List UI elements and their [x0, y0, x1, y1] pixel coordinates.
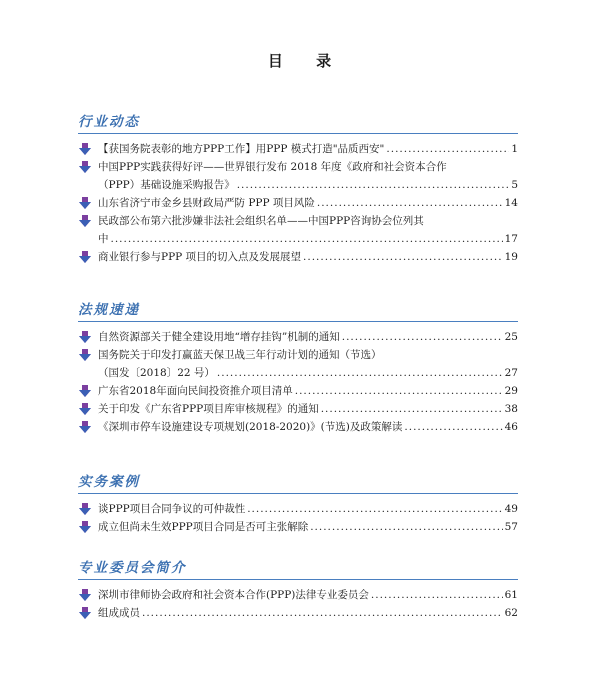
dot-leader	[310, 518, 502, 536]
arrow-pointer-icon	[78, 330, 92, 344]
toc-entry-title: 商业银行参与PPP 项目的切入点及发展展望	[98, 251, 302, 263]
toc-entry-title: 山东省济宁市金乡县财政局严防 PPP 项目风险	[98, 197, 315, 209]
section-heading: 专业委员会简介	[78, 556, 518, 580]
toc-page-number: 25	[504, 331, 518, 343]
toc-page-number: 49	[504, 503, 518, 515]
toc-entry[interactable]	[78, 586, 518, 604]
toc-entry[interactable]	[78, 382, 518, 400]
toc-section	[78, 298, 518, 436]
dot-leader	[111, 230, 503, 248]
toc-entry-title: 深圳市律师协会政府和社会资本合作(PPP)法律专业委员会	[98, 589, 369, 601]
toc-section	[78, 556, 518, 622]
toc-entry[interactable]	[78, 346, 518, 382]
toc-page-number: 19	[504, 251, 518, 263]
arrow-pointer-icon	[78, 502, 92, 516]
dot-leader	[247, 500, 502, 518]
toc-entry[interactable]	[78, 400, 518, 418]
arrow-pointer-icon	[78, 214, 92, 228]
dot-leader	[386, 140, 509, 158]
dot-leader	[371, 586, 503, 604]
toc-entry-title: （国发〔2018〕22 号）	[98, 367, 215, 379]
dot-leader	[321, 400, 503, 418]
toc-page-number: 61	[504, 589, 518, 601]
section-heading: 实务案例	[78, 470, 518, 494]
toc-entry-title: 广东省2018年面向民间投资推介项目清单	[98, 385, 293, 397]
toc-page-number: 1	[511, 143, 518, 155]
toc-entry[interactable]	[78, 518, 518, 536]
arrow-pointer-icon	[78, 384, 92, 398]
toc-entry-title: 组成成员	[98, 607, 140, 619]
toc-entry-title: 关于印发《广东省PPP项目库审核规程》的通知	[98, 403, 319, 415]
toc-page-number: 27	[504, 367, 518, 379]
toc-entry-title: （PPP）基础设施采购报告》	[98, 179, 235, 191]
toc-entry-title: 民政部公布第六批涉嫌非法社会组织名单——中国PPP咨询协会位列其	[98, 215, 424, 227]
toc-page-number: 14	[504, 197, 518, 209]
toc-entry[interactable]	[78, 194, 518, 212]
dot-leader	[295, 382, 503, 400]
toc-page-number: 57	[504, 521, 518, 533]
toc-entry-title: 《深圳市停车设施建设专项规划(2018-2020)》(节选)及政策解读	[98, 421, 403, 433]
toc-entry-title: 成立但尚未生效PPP项目合同是否可主张解除	[98, 521, 309, 533]
arrow-pointer-icon	[78, 402, 92, 416]
toc-entry-title: 国务院关于印发打赢蓝天保卫战三年行动计划的通知（节选）	[98, 349, 382, 361]
section-heading: 行业动态	[78, 110, 518, 134]
arrow-pointer-icon	[78, 420, 92, 434]
toc-section	[78, 470, 518, 536]
toc-entry[interactable]	[78, 418, 518, 436]
arrow-pointer-icon	[78, 196, 92, 210]
toc-page-number: 17	[504, 233, 518, 245]
section-heading: 法规速递	[78, 298, 518, 322]
arrow-pointer-icon	[78, 606, 92, 620]
arrow-pointer-icon	[78, 142, 92, 156]
toc-entry-title: 自然资源部关于健全建设用地“增存挂钩”机制的通知	[98, 331, 340, 343]
dot-leader	[142, 604, 503, 622]
toc-page-number: 62	[504, 607, 518, 619]
arrow-pointer-icon	[78, 348, 92, 362]
page-title: 目 录	[267, 52, 346, 70]
toc-entry[interactable]	[78, 328, 518, 346]
dot-leader	[237, 176, 510, 194]
dot-leader	[317, 194, 503, 212]
arrow-pointer-icon	[78, 588, 92, 602]
toc-page-number: 5	[511, 179, 518, 191]
toc-entry[interactable]	[78, 212, 518, 248]
dot-leader	[217, 364, 503, 382]
toc-page-number: 29	[504, 385, 518, 397]
toc-entry-title: 中	[98, 233, 109, 245]
toc-entry[interactable]	[78, 158, 518, 194]
toc-page-number: 46	[504, 421, 518, 433]
toc-entry[interactable]	[78, 140, 518, 158]
toc-entry[interactable]	[78, 500, 518, 518]
toc-entry[interactable]	[78, 248, 518, 266]
toc-page-number: 38	[504, 403, 518, 415]
dot-leader	[303, 248, 503, 266]
dot-leader	[404, 418, 502, 436]
arrow-pointer-icon	[78, 520, 92, 534]
arrow-pointer-icon	[78, 250, 92, 264]
toc-entry-title: 【获国务院表彰的地方PPP工作】用PPP 模式打造"品质西安"	[98, 143, 385, 155]
toc-section	[78, 110, 518, 266]
toc-entry-title: 谈PPP项目合同争议的可仲裁性	[98, 503, 246, 515]
toc-entry[interactable]	[78, 604, 518, 622]
toc-entry-title: 中国PPP实践获得好评——世界银行发布 2018 年度《政府和社会资本合作	[98, 161, 447, 173]
dot-leader	[342, 328, 503, 346]
arrow-pointer-icon	[78, 160, 92, 174]
